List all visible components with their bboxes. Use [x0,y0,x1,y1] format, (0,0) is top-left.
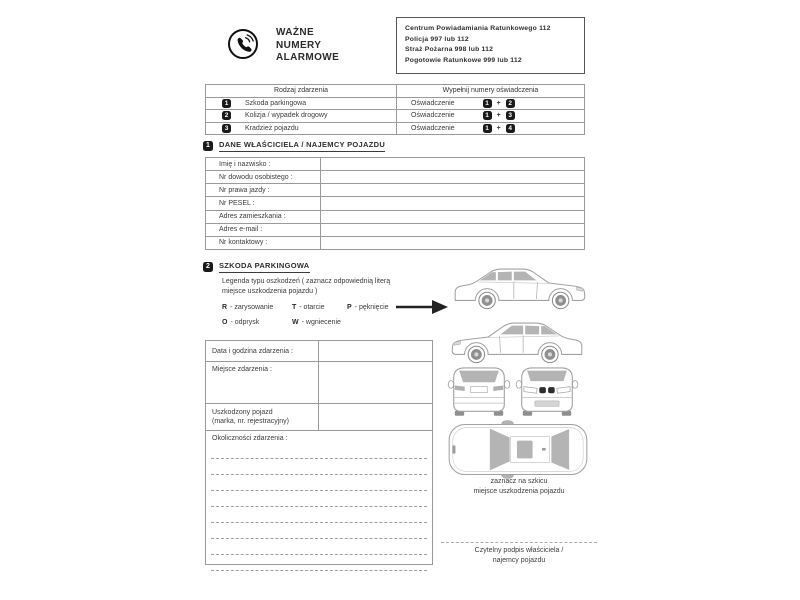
statement-number-badge: 2 [506,99,515,108]
emergency-line: Straż Pożarna 998 lub 112 [405,46,494,54]
row-number-badge: 1 [222,99,231,108]
field-label: Nr dowodu osobistego : [219,173,293,181]
legend-item: W - wgniecenie [292,319,341,326]
circumstances-write-line[interactable] [211,555,427,571]
incident-row-theft [206,122,584,135]
circumstances-write-line[interactable] [211,523,427,539]
plus-sign: + [496,112,501,120]
field-label: Okoliczności zdarzenia : [212,435,288,442]
statement-number-badge: 4 [506,124,515,133]
owner-field-row [206,170,584,183]
section-number-badge: 2 [203,262,213,272]
car-front-sketch[interactable] [514,361,580,421]
circumstances-write-line[interactable] [211,459,427,475]
damage-legend-row1 [222,304,422,311]
statement-label: Oświadczenie [411,112,455,120]
phone-icon [227,28,259,60]
statement-number-badge: 1 [483,124,492,133]
incident-table-header-row [206,85,584,97]
statement-number-badge: 1 [483,111,492,120]
arrow-right-icon [396,299,448,315]
form-title-line: WAŻNE [276,27,315,38]
signature-caption: Czytelny podpis właściciela / najemcy pojazdu [474,547,564,564]
field-value-cell[interactable] [318,341,432,361]
emergency-numbers-box [396,17,585,74]
statement-number-badge: 3 [506,111,515,120]
detail-row-datetime [206,341,432,361]
field-value-cell[interactable] [320,184,584,196]
legend-item: T - otarcie [292,304,325,311]
legend-item: P - pęknięcie [347,304,389,311]
circumstances-write-line[interactable] [211,491,427,507]
car-rear-sketch[interactable] [446,361,512,421]
section2-header [203,261,310,273]
emergency-line: Pogotowie Ratunkowe 999 lub 112 [405,56,522,64]
plus-sign: + [496,99,501,107]
legend-item: R - zarysowanie [222,304,274,311]
row-number-badge: 3 [222,124,231,133]
field-value-cell[interactable] [320,197,584,209]
car-top-sketch[interactable] [445,418,591,481]
form-title-line: NUMERY [276,39,322,51]
statement-label: Oświadczenie [411,99,455,107]
owner-field-row [206,196,584,209]
field-label: Adres e-mail : [219,226,263,234]
section2-title: SZKODA PARKINGOWA [219,261,310,273]
owner-field-row [206,210,584,223]
owner-field-row [206,158,584,170]
section1-header [203,140,385,152]
field-label: Nr kontaktowy : [219,239,268,247]
owner-field-row [206,236,584,249]
field-value-cell[interactable] [318,404,432,430]
detail-row-place [206,361,432,403]
field-value-cell[interactable] [320,237,584,249]
field-label: Nr PESEL : [219,199,255,207]
field-value-cell[interactable] [318,362,432,403]
detail-row-vehicle [206,403,432,430]
field-label: Nr prawa jazdy : [219,186,270,194]
signature-line[interactable] [441,542,597,543]
incident-table-header: Rodzaj zdarzenia [273,87,329,95]
car-side-right-sketch[interactable] [448,256,592,313]
field-label: Data i godzina zdarzenia : [212,347,293,355]
row-number-badge: 2 [222,111,231,120]
field-label: Uszkodzony pojazd (marka, nr. rejestracyjny) [212,409,290,425]
field-value-cell[interactable] [320,211,584,223]
field-value-cell[interactable] [320,171,584,183]
incident-details-table [205,340,433,565]
statement-label: Oświadczenie [411,124,455,132]
section1-title: DANE WŁAŚCICIELA / NAJEMCY POJAZDU [219,140,385,152]
car-side-left-sketch[interactable] [445,310,589,367]
incident-label: Szkoda parkingowa [245,99,307,107]
incident-row-parking [206,97,584,110]
circumstances-write-line[interactable] [211,507,427,523]
owner-field-row [206,183,584,196]
emergency-line: Centrum Powiadamiania Ratunkowego 112 [405,25,551,32]
incident-table-header: Wypełnij numery oświadczenia [396,85,584,97]
field-value-cell[interactable] [320,158,584,170]
statement-number-badge: 1 [483,99,492,108]
circumstances-lines [206,443,432,571]
incident-label: Kradzież pojazdu [245,124,299,132]
damage-legend-intro: Legenda typu oszkodzeń ( zaznacz odpowiednią literą miejsce uszkodzenia pojazdu ) [222,278,391,295]
field-label: Adres zamieszkania : [219,213,286,221]
field-label: Miejsce zdarzenia : [212,366,272,373]
field-label: Imię i nazwisko : [219,160,271,168]
circumstances-write-line[interactable] [211,475,427,491]
incident-type-table [205,84,585,135]
legend-item: O - odprysk [222,319,260,326]
owner-field-row [206,223,584,236]
damage-legend-row2 [222,319,422,326]
form-title [276,27,339,65]
plus-sign: + [496,124,501,132]
detail-row-circumstances [206,430,432,571]
emergency-line: Policja 997 lub 112 [405,35,469,43]
form-title-line: ALARMOWE [276,52,340,63]
owner-data-table [205,157,585,250]
incident-label: Kolizja / wypadek drogowy [245,112,328,120]
section-number-badge: 1 [203,141,213,151]
incident-row-collision [206,109,584,122]
sketch-caption: zaznacz na szkicu miejsce uszkodzenia pojazdu [473,478,565,495]
field-value-cell[interactable] [320,224,584,236]
circumstances-write-line[interactable] [211,539,427,555]
circumstances-write-line[interactable] [211,443,427,459]
